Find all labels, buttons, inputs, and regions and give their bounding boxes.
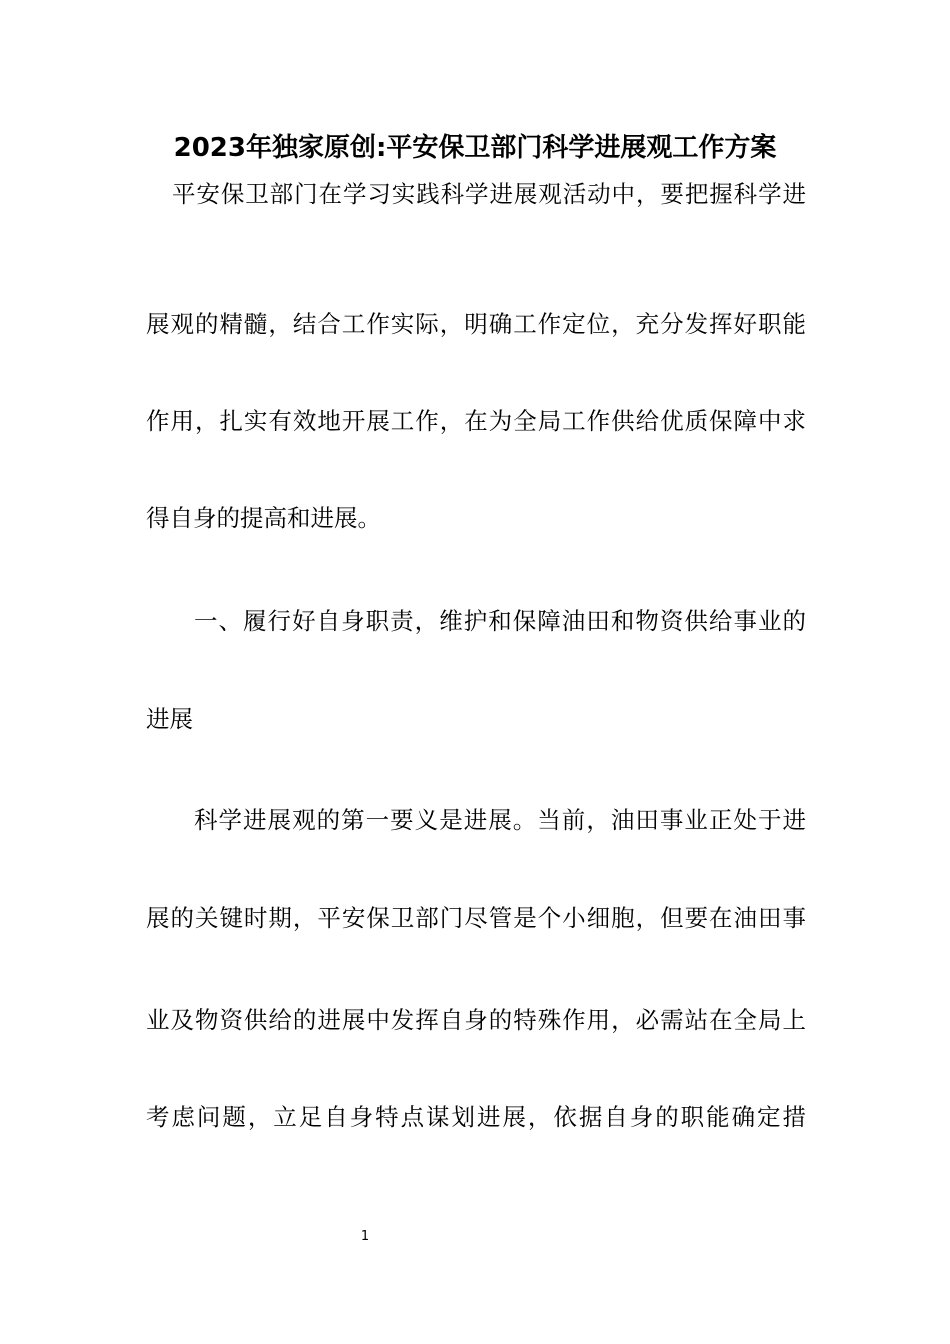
paragraph-line: 作用，扎实有效地开展工作，在为全局工作供给优质保障中求 xyxy=(146,407,806,435)
paragraph-line: 科学进展观的第一要义是进展。当前，油田事业正处于进 xyxy=(194,806,806,834)
document-title: 2023年独家原创:平安保卫部门科学进展观工作方案 xyxy=(173,133,777,163)
page-number: 1 xyxy=(360,1229,370,1244)
paragraph-line: 展的关键时期，平安保卫部门尽管是个小细胞，但要在油田事 xyxy=(146,904,806,932)
section-heading-line: 一、履行好自身职责，维护和保障油田和物资供给事业的 xyxy=(194,607,806,635)
paragraph-line: 考虑问题，立足自身特点谋划进展，依据自身的职能确定措 xyxy=(146,1103,806,1131)
paragraph-line: 业及物资供给的进展中发挥自身的特殊作用，必需站在全局上 xyxy=(146,1006,806,1034)
section-heading-line: 进展 xyxy=(146,705,193,733)
paragraph-line: 展观的精髓，结合工作实际，明确工作定位，充分发挥好职能 xyxy=(146,310,806,338)
paragraph-line: 得自身的提高和进展。 xyxy=(146,504,381,532)
paragraph-line: 平安保卫部门在学习实践科学进展观活动中，要把握科学进 xyxy=(172,180,806,208)
